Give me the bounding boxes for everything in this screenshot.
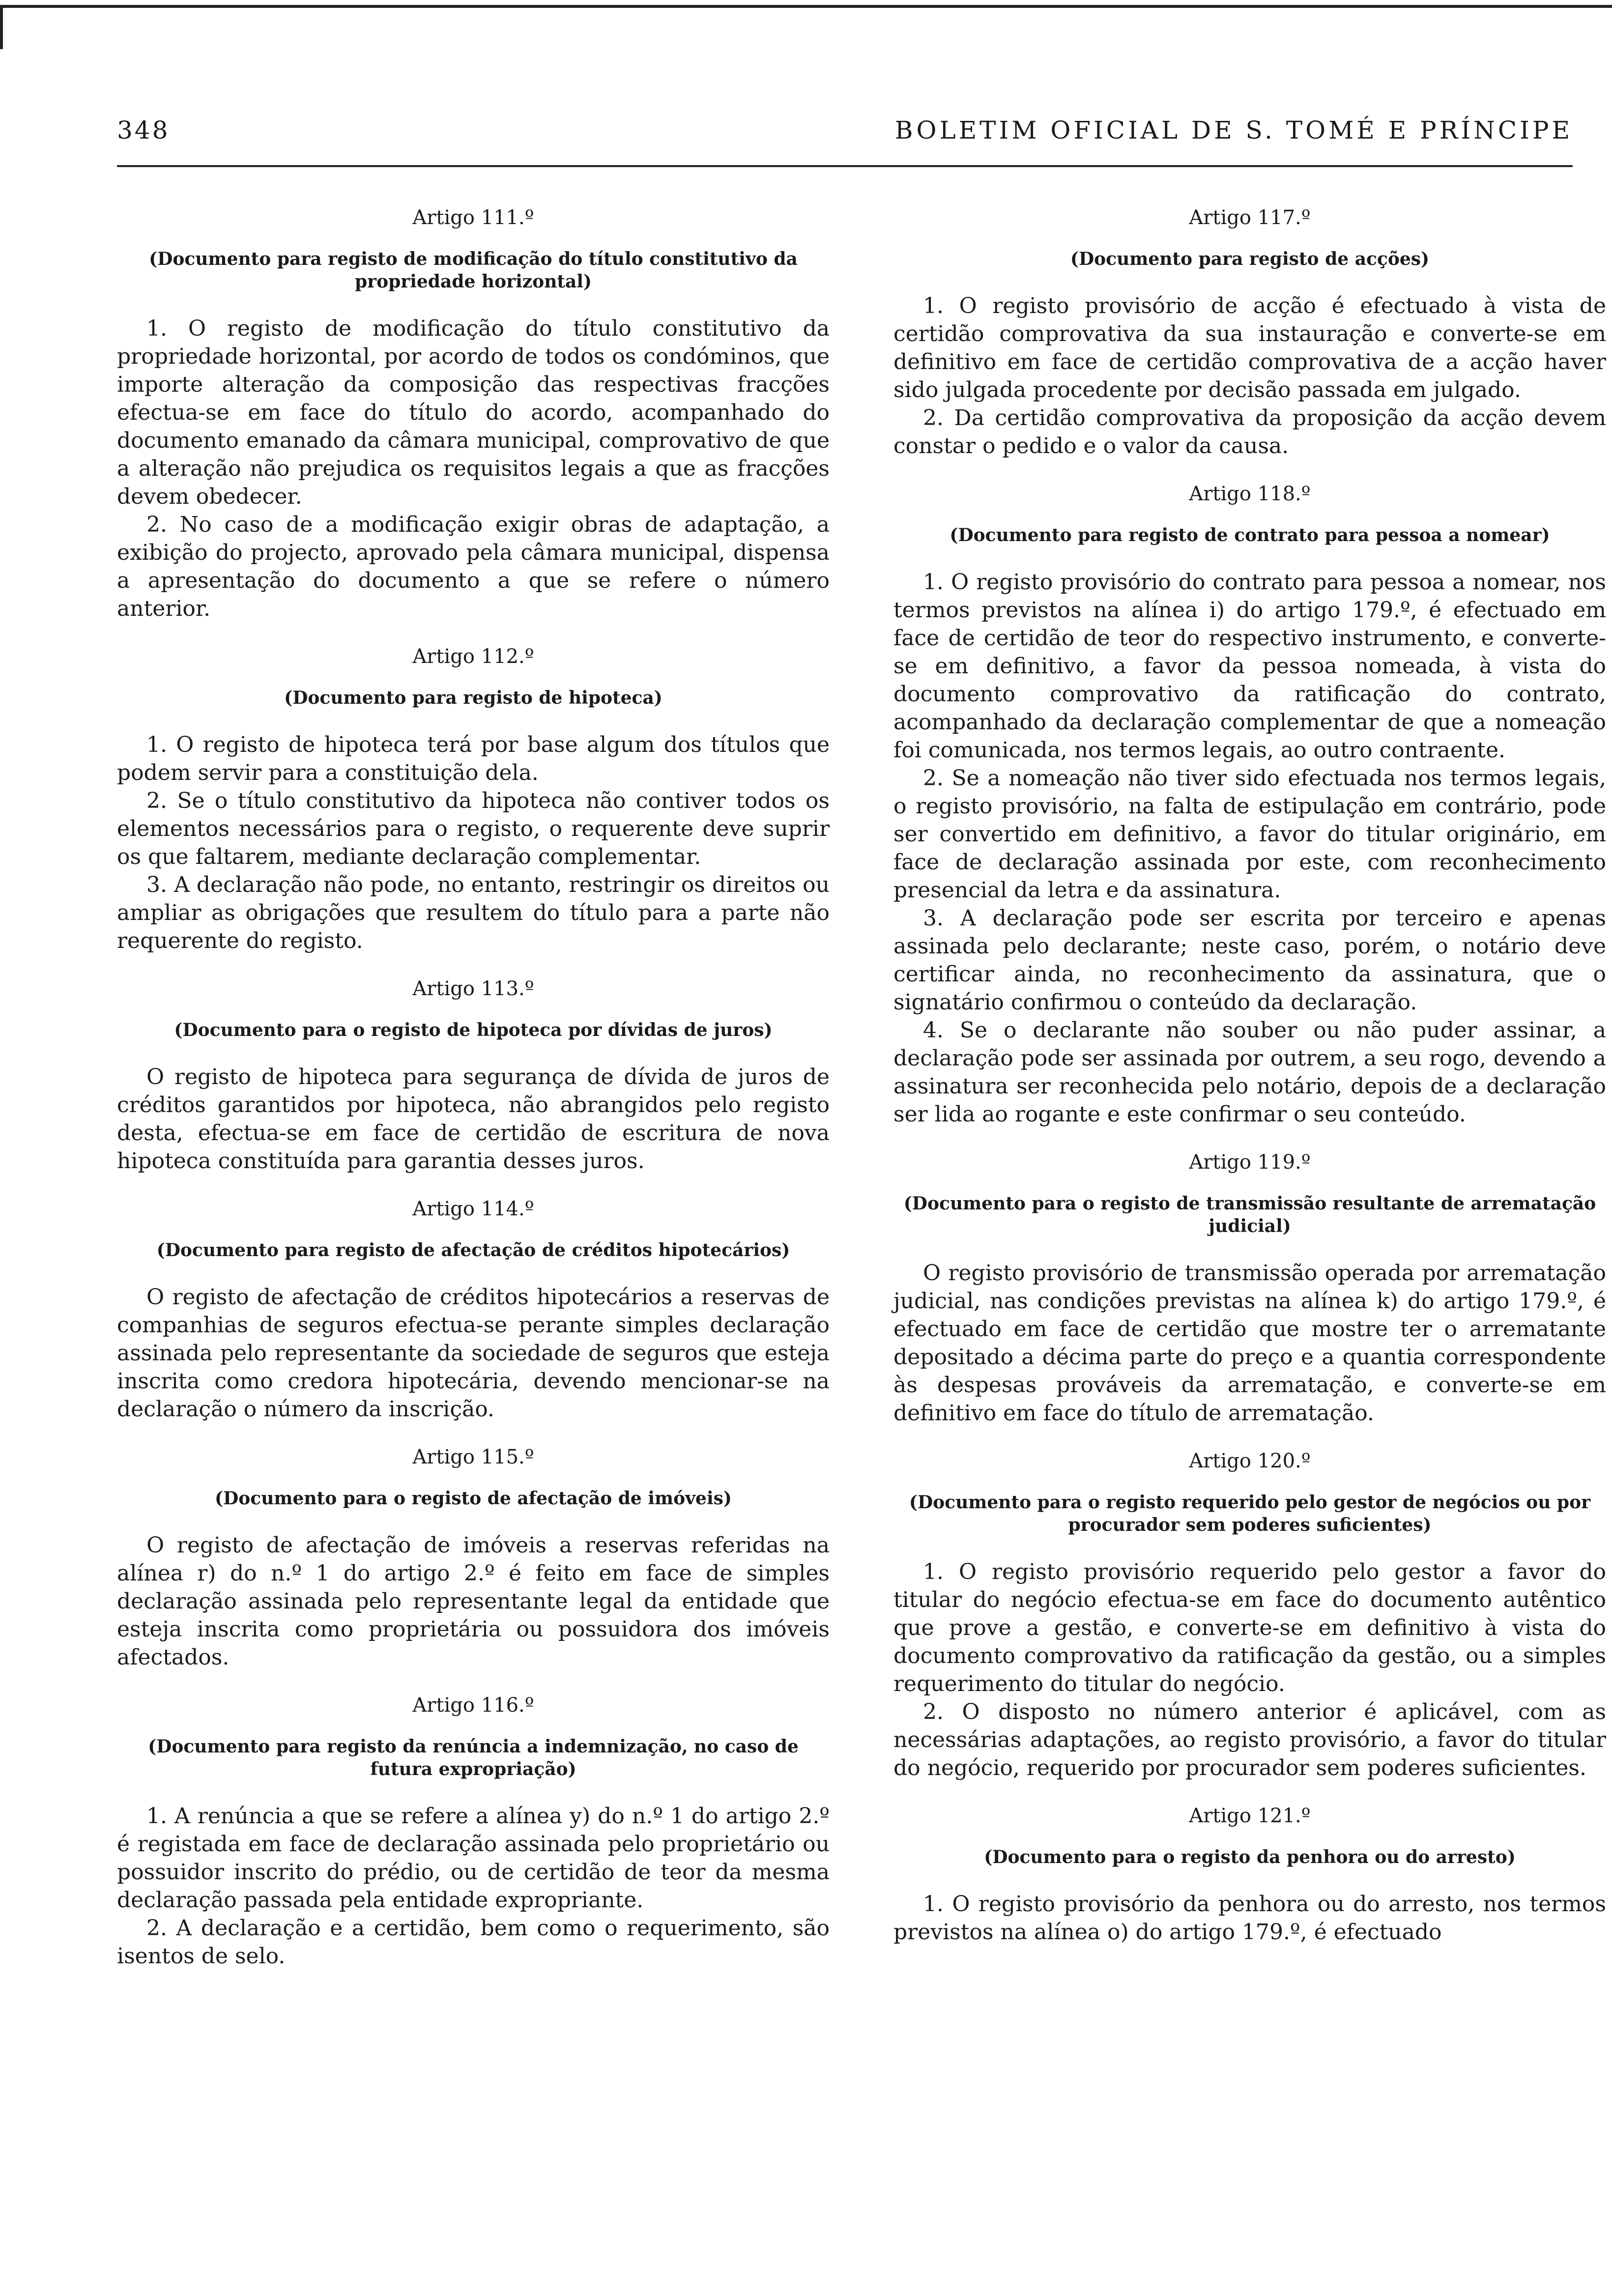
article-heading: (Documento para o registo da penhora ou do arresto) [984, 1847, 1516, 1867]
article-title: Artigo 119.º [1189, 1151, 1311, 1174]
article [893, 483, 1606, 1128]
article [117, 1446, 830, 1671]
article-body [893, 1890, 1606, 1946]
article-title: Artigo 112.º [412, 645, 534, 668]
article-body [117, 1063, 830, 1175]
article-paragraph: 2. O disposto no número anterior é aplicável, com as necessárias adaptações, ao registo provisório, a favor do titular do negócio, requerido por procurador sem poderes suficientes. [893, 1699, 1606, 1780]
article [893, 1805, 1606, 1946]
article [893, 206, 1606, 460]
right-column [893, 206, 1606, 1969]
article-body [117, 315, 830, 623]
article-heading: (Documento para registo de contrato para pessoa a nomear) [950, 525, 1550, 545]
article-paragraph: 2. Da certidão comprovativa da proposição da acção devem constar o pedido e o valor da causa. [893, 405, 1606, 459]
article-paragraph: O registo de hipoteca para segurança de dívida de juros de créditos garantidos por hipoteca, não abrangidos pelo registo desta, efectua-se em face de certidão de escritura de nova hipoteca constituída para garantia desses juros. [117, 1064, 830, 1174]
article [117, 645, 830, 955]
article-body [893, 1558, 1606, 1782]
article-heading: (Documento para o registo de transmissão resultante de arrematação judicial) [903, 1193, 1596, 1236]
article-heading: (Documento para registo de hipoteca) [284, 688, 662, 708]
page-number: 348 [117, 116, 170, 144]
article-heading: (Documento para o registo requerido pelo gestor de negócios ou por procurador sem poderes suficientes) [909, 1492, 1591, 1535]
article-body [117, 1802, 830, 1970]
article-heading: (Documento para registo de afectação de créditos hipotecários) [156, 1240, 790, 1261]
article [117, 977, 830, 1175]
article-title: Artigo 111.º [412, 206, 534, 229]
article-paragraph: 2. Se a nomeação não tiver sido efectuada nos termos legais, o registo provisório, na falta de estipulação em contrário, pode ser convertido em definitivo, a favor do titular originário, em face de declaração assinada por este, com reconhecimento presencial da letra e da assinatura. [893, 766, 1606, 903]
article-body [117, 1531, 830, 1671]
article-paragraph: O registo de afectação de imóveis a reservas referidas na alínea r) do n.º 1 do artigo 2.º é feito em face de simples declaração assinada pelo representante legal da entidade que esteja inscrita como proprietária ou possuidora dos imóveis afectados. [117, 1533, 830, 1670]
article-title: Artigo 121.º [1189, 1805, 1311, 1827]
article-title: Artigo 118.º [1189, 483, 1311, 505]
article-title: Artigo 117.º [1189, 206, 1311, 229]
article-paragraph: 1. O registo provisório de acção é efectuado à vista de certidão comprovativa da sua instauração e converte-se em definitivo em face de certidão comprovativa de a acção haver sido julgada procedente por decisão passada em julgado. [893, 293, 1606, 402]
article [893, 1450, 1606, 1782]
article-body [893, 568, 1606, 1128]
article-paragraph: 3. A declaração pode ser escrita por terceiro e apenas assinada pelo declarante; neste caso, porém, o notário deve certificar ainda, no reconhecimento da assinatura, que o signatário confirmou o conteúdo da declaração. [893, 906, 1606, 1015]
article-heading: (Documento para registo de modificação do título constitutivo da propriedade horizontal) [149, 249, 798, 292]
article-paragraph: O registo provisório de transmissão operada por arrematação judicial, nas condições previstas na alínea k) do artigo 179.º, é efectuado em face de certidão que mostre ter o arrematante depositado a décima parte do preço e a quantia correspondente às despesas prováveis da arrematação, e converte-se em definitivo em face do título de arrematação. [893, 1261, 1606, 1426]
article-body [893, 1259, 1606, 1427]
article-body [893, 292, 1606, 460]
article-title: Artigo 113.º [412, 977, 534, 1000]
article-paragraph: 1. A renúncia a que se refere a alínea y) do n.º 1 do artigo 2.º é registada em face de declaração assinada pelo proprietário ou possuidor inscrito do prédio, ou de certidão de teor da mesma declaração passada pela entidade expropriante. [117, 1804, 830, 1913]
article [117, 1198, 830, 1423]
article-title: Artigo 120.º [1189, 1450, 1311, 1472]
article-heading: (Documento para registo da renúncia a indemnização, no caso de futura expropriação) [148, 1736, 799, 1779]
article-paragraph: 1. O registo provisório da penhora ou do arresto, nos termos previstos na alínea o) do artigo 179.º, é efectuado [893, 1892, 1606, 1945]
article-body [117, 731, 830, 955]
article-paragraph: 1. O registo de hipoteca terá por base algum dos títulos que podem servir para a constituição dela. [117, 732, 830, 785]
article-paragraph: 4. Se o declarante não souber ou não puder assinar, a declaração pode ser assinada por outrem, a seu rogo, devendo a assinatura ser reconhecida pelo notário, depois de a declaração ser lida ao rogante e este confirmar o seu conteúdo. [893, 1018, 1606, 1127]
article-body [117, 1283, 830, 1423]
article-heading: (Documento para o registo de hipoteca por dívidas de juros) [174, 1020, 773, 1040]
article-paragraph: 3. A declaração não pode, no entanto, restringir os direitos ou ampliar as obrigações que resultem do título para a parte não requerente do registo. [117, 872, 830, 953]
article-heading: (Documento para registo de acções) [1070, 249, 1430, 269]
page-header [117, 116, 1573, 160]
article-paragraph: 2. A declaração e a certidão, bem como o requerimento, são isentos de selo. [117, 1916, 830, 1969]
article-paragraph: 1. O registo provisório do contrato para pessoa a nomear, nos termos previstos na alínea i) do artigo 179.º, é efectuado em face de certidão de teor do respectivo instrumento, e converte-se em definitivo, a favor da pessoa nomeada, à vista do documento comprovativo da ratificação do contrato, acompanhado da declaração complementar de que a nomeação foi comunicada, nos termos legais, ao outro contraente. [893, 570, 1606, 763]
corner-mark [0, 5, 3, 49]
running-title: BOLETIM OFICIAL DE S. TOMÉ E PRÍNCIPE [894, 116, 1573, 144]
article-title: Artigo 115.º [412, 1446, 534, 1468]
article-paragraph: 1. O registo provisório requerido pelo gestor a favor do titular do negócio efectua-se em face do documento autêntico que prove a gestão, e converte-se em definitivo à vista do documento comprovativo da ratificação da gestão, ou a simples requerimento do titular do negócio. [893, 1559, 1606, 1696]
article-paragraph: 2. Se o título constitutivo da hipoteca não contiver todos os elementos necessários para o registo, o requerente deve suprir os que faltarem, mediante declaração complementar. [117, 788, 830, 869]
header-rule [117, 165, 1573, 167]
top-border-line [0, 5, 1612, 8]
article-heading: (Documento para o registo de afectação de imóveis) [215, 1488, 732, 1509]
article [117, 206, 830, 623]
article [893, 1151, 1606, 1427]
article-title: Artigo 116.º [412, 1694, 534, 1717]
article [117, 1694, 830, 1970]
article-paragraph: 2. No caso de a modificação exigir obras de adaptação, a exibição do projecto, aprovado pela câmara municipal, dispensa a apresentação do documento a que se refere o número anterior. [117, 512, 830, 621]
article-title: Artigo 114.º [412, 1198, 534, 1220]
article-paragraph: 1. O registo de modificação do título constitutivo da propriedade horizontal, por acordo de todos os condóminos, que importe alteração da composição das respectivas fracções efectua-se em face do título do acordo, acompanhado do documento emanado da câmara municipal, comprovativo de que a alteração não prejudica os requisitos legais a que as fracções devem obedecer. [117, 316, 830, 509]
article-paragraph: O registo de afectação de créditos hipotecários a reservas de companhias de seguros efectua-se perante simples declaração assinada pelo representante da sociedade de seguros que esteja inscrita como credora hipotecária, devendo mencionar-se na declaração o número da inscrição. [117, 1285, 830, 1422]
left-column [117, 206, 830, 1993]
